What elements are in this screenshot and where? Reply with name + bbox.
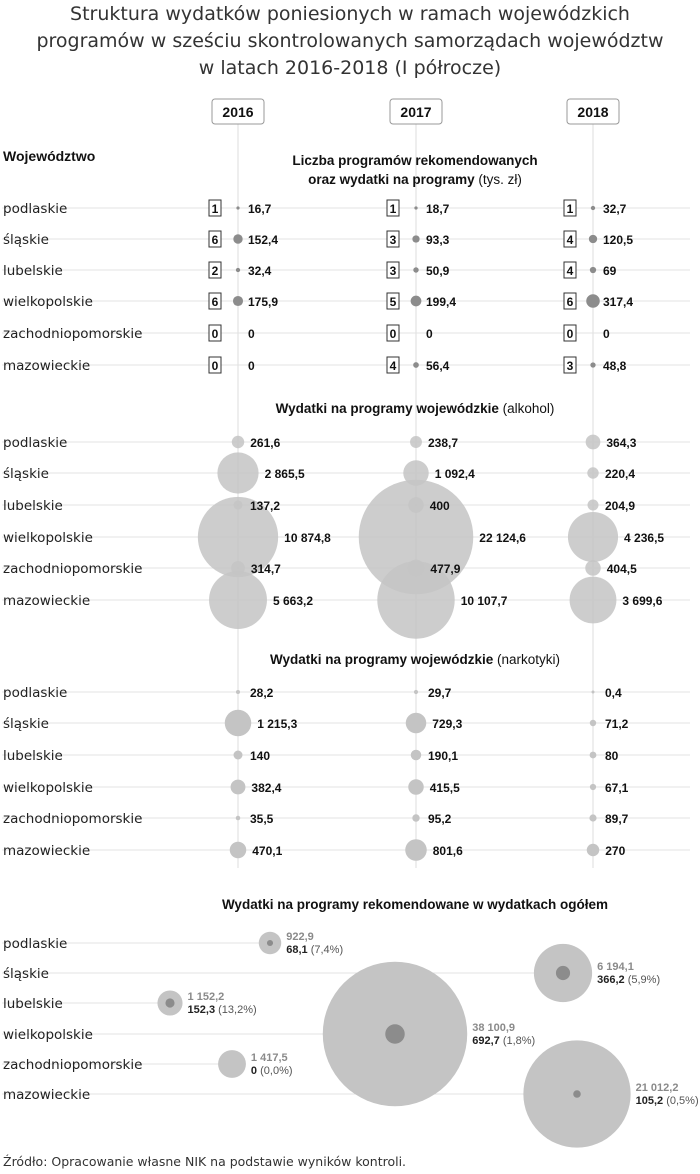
program-count: 4	[566, 233, 574, 247]
value-label: 317,4	[603, 295, 634, 309]
spending-bubble	[590, 362, 595, 367]
value-label: 190,1	[428, 749, 459, 763]
value-label: 0	[426, 327, 433, 341]
region-label: mazowieckie	[3, 593, 91, 609]
section-title-recommended: oraz wydatki na programy (tys. zł)	[308, 172, 522, 187]
chart-title-line: w latach 2016-2018 (I półrocze)	[198, 57, 502, 79]
year-header-label: 2017	[400, 104, 432, 120]
value-label: 95,2	[428, 812, 452, 826]
drugs-bubble	[592, 691, 595, 694]
total-value-label: 1 152,2	[187, 991, 225, 1003]
year-header-label: 2018	[577, 104, 609, 120]
region-header: Województwo	[3, 148, 96, 164]
alcohol-bubble	[587, 499, 598, 510]
value-label: 50,9	[426, 264, 450, 278]
value-label: 400	[429, 499, 450, 513]
drugs-bubble	[412, 814, 419, 821]
value-label: 3 699,6	[622, 594, 663, 608]
program-count: 2	[211, 264, 219, 278]
region-label: śląskie	[3, 466, 49, 482]
drugs-bubble	[230, 842, 246, 858]
region-label: wielkopolskie	[3, 294, 93, 310]
program-count: 1	[211, 202, 219, 216]
spending-bubble	[413, 362, 419, 368]
value-label: 729,3	[432, 717, 463, 731]
region-label: wielkopolskie	[3, 1027, 93, 1043]
total-value-label: 1 417,5	[250, 1052, 288, 1064]
alcohol-bubble	[410, 436, 422, 448]
spending-bubble	[591, 206, 595, 210]
drugs-bubble	[408, 779, 423, 794]
drugs-bubble	[590, 752, 597, 759]
value-label: 67,1	[605, 781, 629, 795]
alcohol-bubble	[408, 560, 425, 577]
region-label: śląskie	[3, 232, 49, 248]
value-label: 152,4	[248, 233, 279, 247]
value-label: 69	[603, 264, 617, 278]
program-count: 3	[389, 233, 397, 247]
alcohol-bubble	[568, 512, 618, 562]
alcohol-bubble	[586, 435, 601, 450]
region-label: zachodniopomorskie	[3, 561, 143, 577]
program-count: 5	[389, 295, 397, 309]
value-label: 470,1	[252, 844, 283, 858]
value-label: 1 215,3	[257, 717, 298, 731]
value-label: 382,4	[251, 781, 282, 795]
value-label: 71,2	[605, 717, 629, 731]
value-label: 18,7	[426, 202, 450, 216]
drugs-bubble	[414, 690, 418, 694]
value-label: 35,5	[250, 812, 274, 826]
region-label: zachodniopomorskie	[3, 1057, 143, 1073]
alcohol-bubble	[217, 452, 258, 493]
recommended-spending-bubble	[556, 966, 570, 980]
region-label: wielkopolskie	[3, 780, 93, 796]
program-count: 0	[566, 327, 574, 341]
recommended-value-label: 105,2 (0,5%)	[635, 1095, 699, 1107]
drugs-bubble	[231, 780, 246, 795]
section-title-recommended: Liczba programów rekomendowanych	[292, 153, 538, 168]
drugs-bubble	[236, 690, 240, 694]
program-count: 0	[211, 359, 219, 373]
program-count: 4	[389, 359, 397, 373]
total-value-label: 922,9	[286, 931, 314, 943]
program-count: 1	[566, 202, 574, 216]
program-count: 6	[566, 295, 574, 309]
value-label: 199,4	[426, 295, 457, 309]
spending-bubble	[411, 296, 422, 307]
spending-bubble	[413, 267, 418, 272]
recommended-value-label: 366,2 (5,9%)	[597, 974, 661, 986]
program-count: 3	[389, 264, 397, 278]
spending-bubble	[233, 296, 243, 306]
program-count: 4	[566, 264, 574, 278]
value-label: 89,7	[605, 812, 629, 826]
alcohol-bubble	[587, 467, 598, 478]
value-label: 2 865,5	[264, 467, 305, 481]
value-label: 80	[605, 749, 619, 763]
recommended-spending-bubble	[573, 1090, 581, 1098]
value-label: 238,7	[428, 436, 459, 450]
value-label: 5 663,2	[272, 594, 314, 608]
alcohol-bubble	[231, 561, 245, 575]
value-label: 364,3	[606, 436, 637, 450]
spending-bubble	[589, 235, 597, 243]
value-label: 477,9	[430, 562, 461, 576]
value-label: 0,4	[605, 686, 622, 700]
region-label: wielkopolskie	[3, 530, 93, 546]
chart-title-line: Struktura wydatków poniesionych w ramach wojewódzkich	[70, 3, 630, 25]
region-label: mazowieckie	[3, 358, 91, 374]
value-label: 0	[248, 327, 255, 341]
value-label: 120,5	[603, 233, 634, 247]
value-label: 175,9	[248, 295, 279, 309]
section-title-alcohol: Wydatki na programy wojewódzkie (alkohol)	[275, 401, 555, 416]
drugs-bubble	[411, 750, 421, 760]
value-label: 29,7	[428, 686, 452, 700]
year-header-label: 2016	[222, 104, 254, 120]
alcohol-bubble	[570, 577, 617, 624]
drugs-bubble	[405, 839, 427, 861]
region-label: mazowieckie	[3, 1087, 91, 1103]
value-label: 28,2	[250, 686, 274, 700]
value-label: 48,8	[603, 359, 627, 373]
value-label: 270	[605, 844, 626, 858]
region-label: podlaskie	[3, 201, 68, 217]
drugs-bubble	[590, 720, 596, 726]
drugs-bubble	[590, 784, 596, 790]
value-label: 137,2	[250, 499, 281, 513]
value-label: 4 236,5	[624, 531, 665, 545]
region-label: lubelskie	[3, 498, 63, 514]
section-title-share: Wydatki na programy rekomendowane w wydatkach ogółem	[221, 897, 609, 912]
value-label: 220,4	[605, 467, 636, 481]
alcohol-bubble	[209, 571, 267, 629]
value-label: 56,4	[426, 359, 450, 373]
chart-title-line: programów w sześciu skontrolowanych samorządach województw	[36, 30, 664, 52]
drugs-bubble	[587, 844, 599, 856]
recommended-value-label: 68,1 (7,4%)	[286, 944, 344, 956]
alcohol-bubble	[403, 460, 428, 485]
value-label: 1 092,4	[434, 467, 475, 481]
total-value-label: 6 194,1	[597, 961, 634, 973]
recommended-value-label: 692,7 (1,8%)	[472, 1035, 536, 1047]
value-label: 10 874,8	[284, 531, 331, 545]
alcohol-bubble	[233, 500, 242, 509]
recommended-value-label: 152,3 (13,2%)	[187, 1004, 257, 1016]
value-label: 0	[603, 327, 610, 341]
spending-bubble	[412, 235, 419, 242]
spending-bubble	[233, 234, 242, 243]
value-label: 140	[250, 749, 271, 763]
alcohol-bubble	[585, 560, 600, 575]
drugs-bubble	[236, 816, 241, 821]
spending-bubble	[586, 294, 600, 308]
spending-bubble	[414, 206, 417, 209]
recommended-spending-bubble	[267, 940, 273, 946]
program-count: 3	[566, 359, 574, 373]
region-label: zachodniopomorskie	[3, 326, 143, 342]
value-label: 10 107,7	[460, 594, 508, 608]
program-count: 6	[211, 295, 219, 309]
region-label: podlaskie	[3, 685, 68, 701]
source-note: Źródło: Opracowanie własne NIK na podstawie wyników kontroli.	[3, 1154, 407, 1169]
region-label: lubelskie	[3, 263, 63, 279]
recommended-spending-bubble	[165, 998, 174, 1007]
value-label: 204,9	[605, 499, 636, 513]
drugs-bubble	[234, 751, 243, 760]
alcohol-bubble	[232, 436, 244, 448]
section-title-drugs: Wydatki na programy wojewódzkie (narkotyki)	[269, 652, 561, 667]
value-label: 404,5	[606, 562, 637, 576]
value-label: 32,4	[248, 264, 272, 278]
value-label: 314,7	[250, 562, 281, 576]
total-spending-bubble	[218, 1050, 246, 1078]
region-label: śląskie	[3, 966, 49, 982]
region-label: lubelskie	[3, 996, 63, 1012]
region-label: zachodniopomorskie	[3, 811, 143, 827]
region-label: lubelskie	[3, 748, 63, 764]
program-count: 0	[389, 327, 397, 341]
value-label: 32,7	[603, 202, 627, 216]
value-label: 22 124,6	[479, 531, 526, 545]
value-label: 93,3	[426, 233, 450, 247]
region-label: podlaskie	[3, 435, 68, 451]
total-value-label: 38 100,9	[472, 1022, 516, 1034]
drugs-bubble	[589, 814, 596, 821]
alcohol-bubble	[408, 497, 423, 512]
value-label: 0	[248, 359, 255, 373]
drugs-bubble	[225, 710, 251, 736]
value-label: 261,6	[250, 436, 281, 450]
value-label: 801,6	[432, 844, 463, 858]
program-count: 6	[211, 233, 219, 247]
region-label: mazowieckie	[3, 843, 91, 859]
drugs-bubble	[406, 713, 427, 734]
value-label: 415,5	[429, 781, 460, 795]
spending-bubble	[590, 267, 596, 273]
recommended-spending-bubble	[385, 1024, 404, 1043]
region-label: śląskie	[3, 716, 49, 732]
region-label: podlaskie	[3, 936, 68, 952]
spending-bubble	[236, 268, 240, 272]
program-count: 1	[389, 202, 397, 216]
recommended-value-label: 0 (0,0%)	[250, 1065, 293, 1077]
total-value-label: 21 012,2	[635, 1082, 679, 1094]
value-label: 16,7	[248, 202, 272, 216]
spending-bubble	[236, 206, 239, 209]
program-count: 0	[211, 327, 219, 341]
